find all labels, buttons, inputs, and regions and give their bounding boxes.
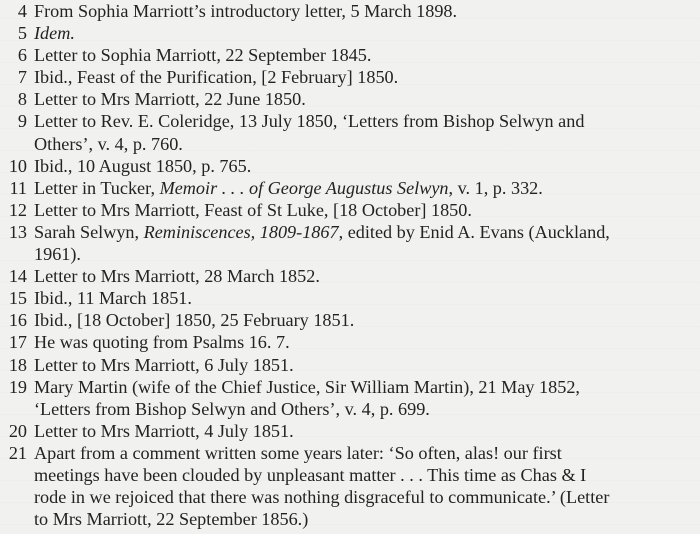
- endnote-line: [34, 110, 700, 132]
- text-segment: ‘Letters from Bishop Selwyn and Others’, v. 4, p. 699.: [34, 398, 430, 419]
- endnote-number: 18: [8, 354, 27, 375]
- italic-title-text: Idem.: [34, 23, 75, 44]
- endnote-line: [34, 133, 700, 155]
- text-segment: Others’, v. 4, p. 760.: [34, 133, 183, 154]
- endnote-4: [0, 0, 700, 22]
- endnote-number: 15: [8, 288, 27, 309]
- endnote-line: [34, 88, 700, 110]
- endnote-line: [34, 199, 700, 221]
- endnote-19: [0, 376, 700, 420]
- text-segment: Letter to Mrs Marriott, Feast of St Luke, [18 October] 1850.: [34, 199, 472, 220]
- endnote-text: [34, 44, 700, 66]
- text-segment: Letter to Sophia Marriott, 22 September 1845.: [34, 45, 372, 66]
- endnote-number: 9: [17, 111, 27, 132]
- endnote-text: [34, 309, 700, 331]
- endnote-line: [34, 442, 700, 464]
- text-segment: Letter to Mrs Marriott, 4 July 1851.: [34, 420, 294, 441]
- endnote-text: [34, 0, 700, 22]
- endnote-line: [34, 44, 700, 66]
- endnote-line: [34, 331, 700, 353]
- text-segment: , edited by Enid A. Evans (Auckland,: [338, 221, 610, 242]
- endnote-number: 19: [8, 376, 27, 397]
- endnote-number: 17: [8, 332, 27, 353]
- endnote-20: [0, 420, 700, 442]
- endnote-14: [0, 265, 700, 287]
- text-segment: , v. 1, p. 332.: [448, 177, 543, 198]
- endnote-5: [0, 22, 700, 44]
- endnote-15: [0, 287, 700, 309]
- endnote-line: [34, 155, 700, 177]
- endnote-10: [0, 155, 700, 177]
- text-segment: Ibid., 11 March 1851.: [34, 288, 192, 309]
- endnote-18: [0, 354, 700, 376]
- endnote-line: [34, 22, 700, 44]
- endnote-text: [34, 265, 700, 287]
- endnote-number: 4: [17, 1, 27, 21]
- italic-title-text: Memoir . . . of George Augustus Selwyn: [159, 177, 449, 198]
- text-segment: Mary Martin (wife of the Chief Justice, Sir William Martin), 21 May 1852,: [34, 376, 580, 397]
- endnote-16: [0, 309, 700, 331]
- endnote-text: [34, 287, 700, 309]
- endnote-line: [34, 265, 700, 287]
- endnote-line: [34, 508, 700, 530]
- endnote-number: 16: [8, 310, 27, 331]
- text-segment: Letter to Mrs Marriott, 6 July 1851.: [34, 354, 294, 375]
- endnote-line: [34, 486, 700, 508]
- endnote-line: [34, 243, 700, 265]
- endnote-text: [34, 331, 700, 353]
- endnote-number: 5: [17, 23, 27, 44]
- endnote-number: 8: [17, 89, 27, 110]
- endnote-21: [0, 442, 700, 530]
- endnote-line: [34, 287, 700, 309]
- endnote-text: [34, 221, 700, 265]
- endnote-12: [0, 199, 700, 221]
- text-segment: Sarah Selwyn,: [34, 221, 144, 242]
- endnote-line: [34, 309, 700, 331]
- text-segment: to Mrs Marriott, 22 September 1856.): [34, 509, 309, 530]
- endnote-text: [34, 22, 700, 44]
- endnote-line: [34, 376, 700, 398]
- text-segment: Letter to Rev. E. Coleridge, 13 July 1850, ‘Letters from Bishop Selwyn and: [34, 111, 585, 132]
- text-segment: Apart from a comment written some years later: ‘So often, alas! our first: [34, 442, 562, 463]
- endnote-11: [0, 177, 700, 199]
- endnote-text: [34, 354, 700, 376]
- endnote-17: [0, 331, 700, 353]
- text-segment: meetings have been clouded by unpleasant matter . . . This time as Chas & I: [34, 464, 587, 485]
- endnote-number: 13: [8, 221, 27, 242]
- endnote-text: [34, 66, 700, 88]
- endnote-number: 10: [8, 155, 27, 176]
- endnote-number: 14: [8, 266, 27, 287]
- endnote-text: [34, 199, 700, 221]
- endnote-line: [34, 420, 700, 442]
- endnote-8: [0, 88, 700, 110]
- text-segment: He was quoting from Psalms 16. 7.: [34, 332, 290, 353]
- text-segment: rode in we rejoiced that there was nothing disgraceful to communicate.’ (Letter: [34, 487, 610, 508]
- endnote-line: [34, 464, 700, 486]
- endnote-line: [34, 177, 700, 199]
- endnote-text: [34, 88, 700, 110]
- endnote-13: [0, 221, 700, 265]
- endnote-number: 7: [17, 67, 27, 88]
- endnote-6: [0, 44, 700, 66]
- text-segment: Ibid., Feast of the Purification, [2 February] 1850.: [34, 67, 399, 88]
- endnote-line: [34, 354, 700, 376]
- endnote-line: [34, 398, 700, 420]
- endnote-number: 11: [9, 177, 27, 198]
- text-segment: Ibid., 10 August 1850, p. 765.: [34, 155, 252, 176]
- endnote-number: 6: [17, 45, 27, 66]
- endnote-text: [34, 376, 700, 420]
- endnote-line: [34, 221, 700, 243]
- endnote-line: [34, 66, 700, 88]
- endnote-text: [34, 177, 700, 199]
- text-segment: Letter in Tucker,: [34, 177, 160, 198]
- endnote-text: [34, 110, 700, 154]
- italic-title-text: Reminiscences, 1809-1867: [143, 221, 339, 242]
- text-segment: Letter to Mrs Marriott, 22 June 1850.: [34, 89, 306, 110]
- endnote-text: [34, 155, 700, 177]
- endnote-7: [0, 66, 700, 88]
- endnote-9: [0, 110, 700, 154]
- endnote-number: 21: [8, 442, 27, 463]
- endnote-number: 12: [8, 199, 27, 220]
- text-segment: Ibid., [18 October] 1850, 25 February 1851.: [34, 310, 355, 331]
- text-segment: Letter to Mrs Marriott, 28 March 1852.: [34, 266, 320, 287]
- endnote-number: 20: [8, 420, 27, 441]
- text-segment: 1961).: [34, 244, 81, 265]
- endnote-text: [34, 420, 700, 442]
- endnote-line: [34, 0, 700, 22]
- endnote-text: [34, 442, 700, 530]
- text-segment: From Sophia Marriott’s introductory letter, 5 March 1898.: [34, 1, 458, 21]
